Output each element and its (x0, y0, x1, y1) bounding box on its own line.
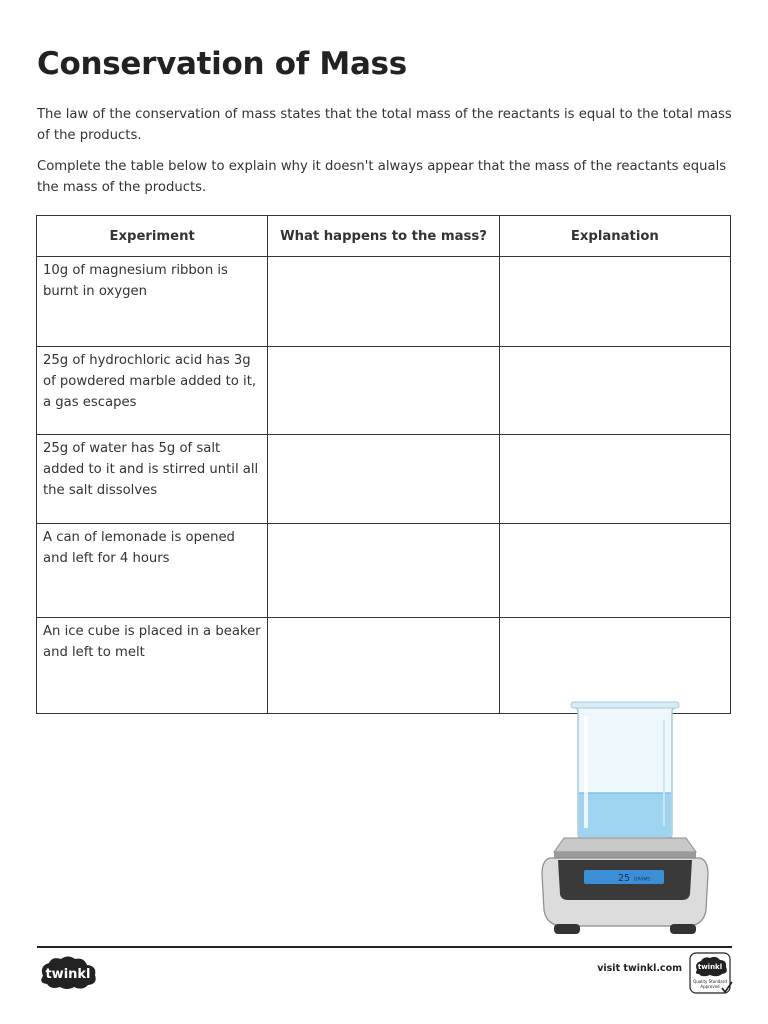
explanation-answer-cell[interactable] (499, 347, 730, 435)
mass-answer-cell[interactable] (268, 618, 499, 714)
logo-text: twinkl (45, 967, 91, 982)
badge-text-1: Quality Standard (693, 979, 727, 984)
intro-paragraph: The law of the conservation of mass states that the total mass of the reactants is equal to the total mass of the products. (37, 107, 732, 143)
mass-answer-cell[interactable] (268, 524, 499, 618)
scale-reading: 25 (617, 873, 631, 884)
twinkl-logo[interactable] (37, 954, 99, 990)
badge-text-2: Approved (700, 984, 720, 989)
header-mass: What happens to the mass? (268, 216, 499, 257)
mass-answer-cell[interactable] (268, 347, 499, 435)
footer-divider (37, 946, 732, 948)
table-header-row (37, 216, 731, 257)
table-row (37, 257, 731, 347)
experiment-cell: 10g of magnesium ribbon is burnt in oxygen (37, 257, 268, 347)
explanation-answer-cell[interactable] (499, 435, 730, 524)
explanation-answer-cell[interactable] (499, 257, 730, 347)
experiment-cell: An ice cube is placed in a beaker and left to melt (37, 618, 268, 714)
mass-answer-cell[interactable] (268, 435, 499, 524)
table-row (37, 435, 731, 524)
badge-brand: twinkl (697, 963, 723, 971)
header-explanation: Explanation (499, 216, 730, 257)
experiment-cell: 25g of hydrochloric acid has 3g of powdered marble added to it, a gas escapes (37, 347, 268, 435)
instructions-paragraph: Complete the table below to explain why it doesn't always appear that the mass of the reactants equals the mass of the products. (37, 159, 727, 195)
beaker-on-scale-icon (540, 698, 710, 940)
scale-unit: GRAMS (633, 877, 651, 883)
worksheet-table (36, 215, 731, 714)
water-fill (579, 793, 671, 837)
header-experiment: Experiment (37, 216, 268, 257)
quality-badge (689, 952, 733, 996)
mass-answer-cell[interactable] (268, 257, 499, 347)
visit-link[interactable]: visit twinkl.com (597, 963, 682, 974)
table-row (37, 347, 731, 435)
explanation-answer-cell[interactable] (499, 524, 730, 618)
experiment-cell: 25g of water has 5g of salt added to it and is stirred until all the salt dissolves (37, 435, 268, 524)
experiment-cell: A can of lemonade is opened and left for 4 hours (37, 524, 268, 618)
page-title: Conservation of Mass (37, 46, 407, 82)
table-row (37, 524, 731, 618)
